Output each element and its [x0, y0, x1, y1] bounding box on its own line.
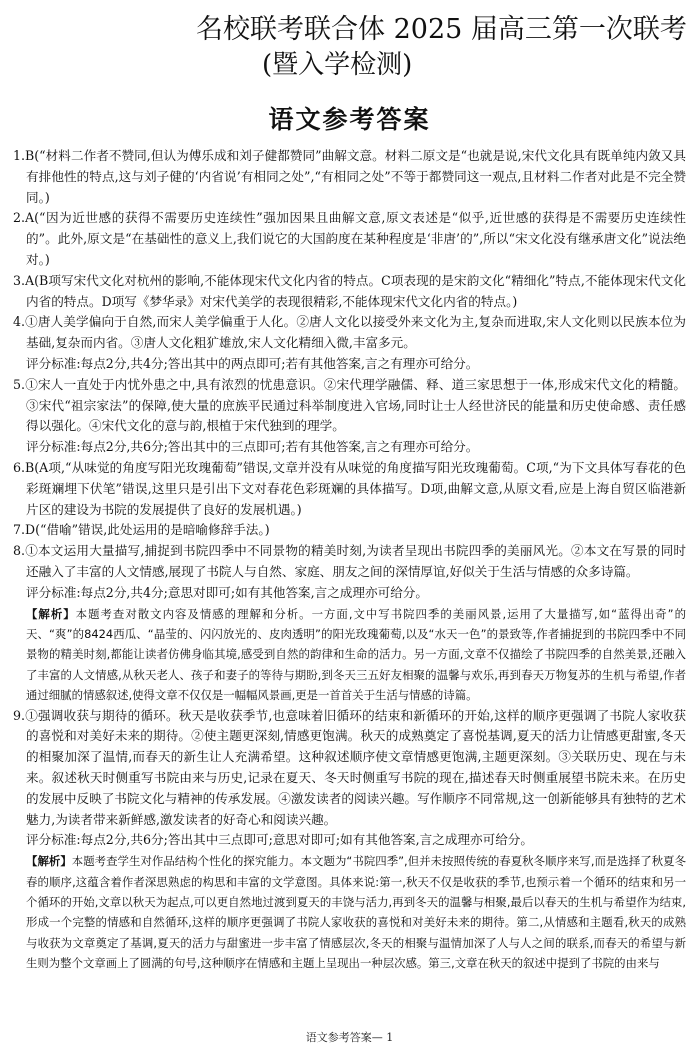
analysis-8 — [13, 604, 686, 706]
scoring-note-4: 评分标准:每点2分,共4分;答出其中的两点即可;若有其他答案,言之有理亦可给分。 — [26, 355, 479, 371]
answer-content — [13, 146, 686, 974]
exam-subtitle: (暨入学检测) — [262, 50, 413, 80]
analysis-label: 【解析】 — [26, 854, 72, 869]
answer-9: 9.①强调收获与期待的循环。秋天是收获季节,也意味着旧循环的结束和新循环的开始,这样的顺序更强调了书院人家收获的喜悦和对美好未来的期待。②使主题更深刻,情感更饱满。秋天的成熟奠定了喜悦基调,夏天的活力让情感更甜蜜,冬天的相聚加深了温情,而春天的新生让人充满希望。这种叙述顺序使文章情感更饱满,主题更深刻。③关联历史、现在与未来。叙述秋天时侧重写书院由来与历史,记录在夏天、冬天时侧重写书院的现在,描述春天时侧重展望书院未来。在历史的发展中反映了书院文化与精神的传承发展。④激发读者的阅读兴趣。写作顺序不同常规,这一创新能够具有独特的艺术魅力,为读者带来新鲜感,激发读者的好奇心和阅读兴趣。 — [13, 707, 686, 827]
scoring-note-9: 评分标准:每点2分,共6分;答出其中三点即可;意思对即可;如有其他答案,言之成理亦可给分。 — [26, 832, 533, 848]
answer-2: 2.A(“因为近世感的获得不需要历史连续性”强加因果且曲解文意,原文表述是“似乎,近世感的获得是不需要历史连续性的”。此外,原文是“在基础性的意义上,我们说它的大国韵度在某种程度是‘非唐’的”,所以“宋文化没有继承唐文化”说法绝对。) — [13, 210, 686, 267]
analysis-text: 本题考查对散文内容及情感的理解和分析。一方面,文中写书院四季的美丽风景,运用了大量描写,如“蓝得出奇”的天、“爽”的8424西瓜、“晶莹的、闪闪放光的、皮肉透明”的阳光玫瑰葡萄,以及“水天一色”的景致等,作者捕捉到的书院四季中不同景物的精美时刻,都能让读者仿佛身临其境,感受到自然的韵律和生命的活力。另一方面,文章不仅描绘了书院四季的自然美景,还融入了丰富的人文情感,从秋天老人、孩子和妻子的等待与期盼,到冬天三五好友相聚的温馨与欢乐,再到春天万物复苏的生机与希望,作者通过细腻的情感叙述,使得文章不仅仅是一幅幅风景画,更是一首首关于生活与情感的诗篇。 — [26, 606, 686, 703]
exam-title: 名校联考联合体 2025 届高三第一次联考 — [196, 14, 687, 45]
answer-5: 5.①宋人一直处于内忧外患之中,具有浓烈的忧患意识。②宋代理学融儒、释、道三家思想于一体,形成宋代文化的精髓。③宋代“祖宗家法”的保障,使大量的庶族平民通过科举制度进入官场,同时让士人经世济民的能量和历史使命感、责任感得以强化。④宋代文化的意与韵,根植于宋代独到的理学。 — [13, 376, 686, 434]
scoring-note-8: 评分标准:每点2分,共4分;意思对即可;如有其他答案,言之成理亦可给分。 — [26, 584, 428, 600]
answer-3: 3.A(B项写宋代文化对杭州的影响,不能体现宋代文化内省的特点。C项表现的是宋韵文化“精细化”特点,不能体现宋代文化内省的特点。D项写《梦华录》对宋代美学的表现很精彩,不能体现宋代文化内省的特点。) — [13, 272, 686, 309]
answer-4: 4.①唐人美学偏向于自然,而宋人美学偏重于人化。②唐人文化以接受外来文化为主,复杂而进取,宋人文化则以民族本位为基础,复杂而内省。③唐人文化粗犷雄放,宋人文化精细入微,丰富多元。 — [13, 314, 686, 351]
analysis-text: 本题考查学生对作品结构个性化的探究能力。本文题为“书院四季”,但并未按照传统的春夏秋冬顺序来写,而是选择了秋夏冬春的顺序,这蕴含着作者深思熟虑的构思和丰富的文学意图。具体来说:第一,秋天不仅是收获的季节,也预示着一个循环的结束和另一个循环的开始,文章以秋天为起点,可以更自然地过渡到夏天的丰饶与活力,再到冬天的温馨与相聚,最后以春天的生机与希望作为结束,形成一个完整的情感和自然循环,这样的顺序更强调了书院人家收获的喜悦和对美好未来的期待。第二,从情感和主题看,秋天的成熟与收获为文章奠定了基调,夏天的活力与甜蜜进一步丰富了情感层次,冬天的相聚与温情加深了人与人之间的联系,而春天的希望与新生则为整个文章画上了圆满的句号,这种顺序在情感和主题上呈现出一种层次感。第三,文章在秋天的叙述中提到了书院的由来与 — [26, 854, 686, 971]
page-footer: 语文参考答案— 1 — [305, 1031, 394, 1044]
analysis-9 — [13, 851, 686, 973]
answer-7: 7.D(“借喻”错误,此处运用的是暗喻修辞手法。) — [13, 522, 270, 538]
answer-1: 1.B(“材料二作者不赞同,但认为傅乐成和刘子健都赞同”曲解文意。材料二原文是“也就是说,宋代文化具有既单纯内敛又具有排他性的特点,这与刘子健的‘内省说’有相同之处”,“有相同之处”不等于都赞同这一观点,且材料二作者对此是不完全赞同。) — [13, 148, 686, 205]
answer-8: 8.①本文运用大量描写,捕捉到书院四季中不同景物的精美时刻,为读者呈现出书院四季的美丽风光。②本文在写景的同时还融入了丰富的人文情感,展现了书院人与自然、家庭、朋友之间的深情厚谊,好似关于生活与情感的众多诗篇。 — [13, 543, 686, 579]
document-title: 语文参考答案 — [268, 105, 431, 134]
scoring-note-5: 评分标准:每点2分,共6分;答出其中的三点即可;若有其他答案,言之有理亦可给分。 — [26, 439, 479, 455]
answer-6: 6.B(A项,“从味觉的角度写阳光玫瑰葡萄”错误,文章并没有从味觉的角度描写阳光玫瑰葡萄。C项,“为下文具体写春花的色彩斑斓埋下伏笔”错误,这里只是引出下文对春花色彩斑斓的具体描写。D项,曲解文意,从原文看,应是上海自贸区临港新片区的建设为书院的发展提供了良好的发展机遇。) — [13, 459, 686, 517]
analysis-label: 【解析】 — [26, 606, 76, 621]
